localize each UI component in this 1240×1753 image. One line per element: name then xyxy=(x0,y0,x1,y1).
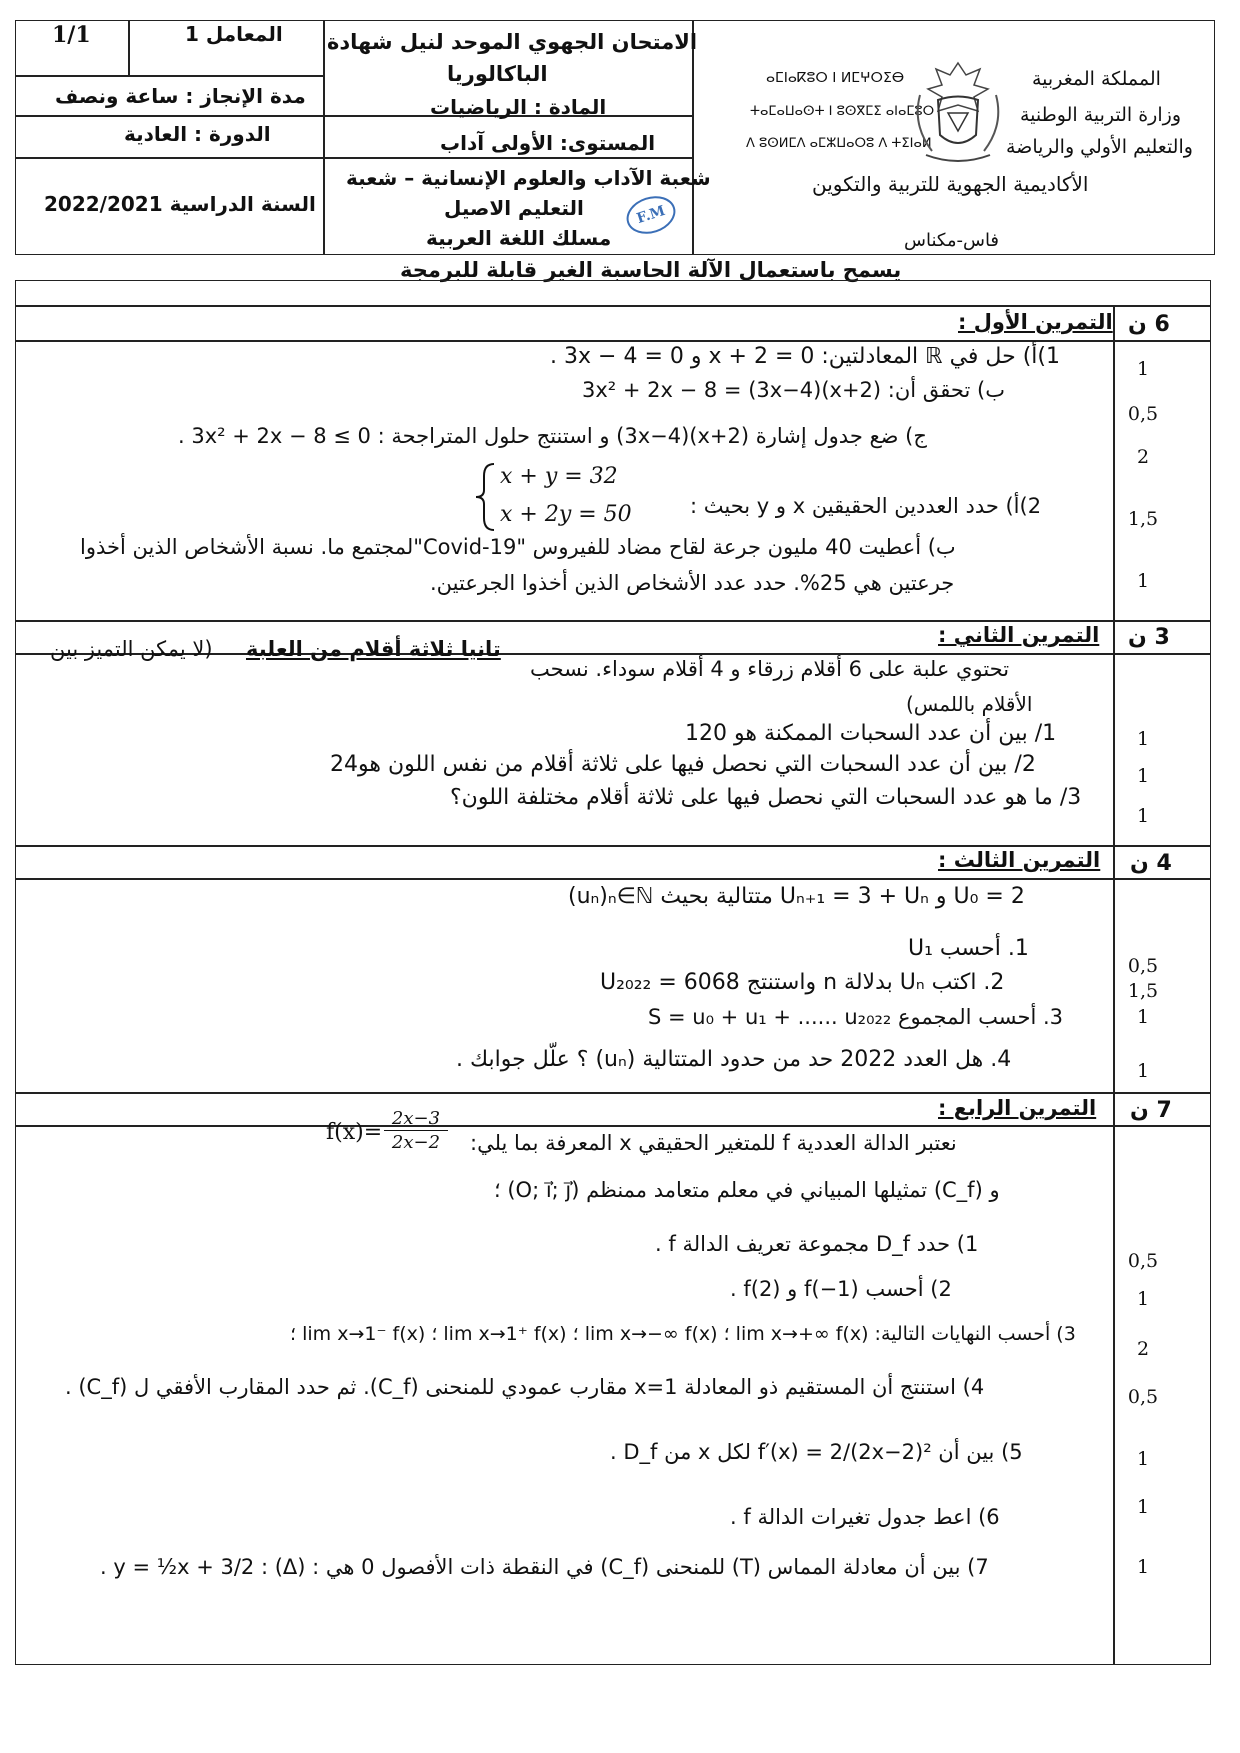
ex1-q1b: ب) تحقق أن: (x+2)(3x−4) = 3x² + 2x − 8 xyxy=(582,378,1005,402)
ex1-q1c: ج) ضع جدول إشارة (x+2)(3x−4) و استنتج حلول المتراجحة : 3x² + 2x − 8 ≤ 0 . xyxy=(178,424,927,448)
ex1-q1a: 1)أ) حل في ℝ المعادلتين: 0 = 2 + x و 0 = 4 − 3x . xyxy=(550,344,1060,369)
ex3-title: التمرين الثالث : xyxy=(938,848,1101,872)
ex1-q2b-line1: ب) أعطيت 40 مليون جرعة لقاح مضاد للفيروس "Covid-19"لمجتمع ما. نسبة الأشخاص الذين أخذوا xyxy=(80,535,956,559)
ex3-q3-points: 1 xyxy=(1136,1006,1150,1028)
school-year: السنة الدراسية 2022/2021 xyxy=(44,192,316,216)
ex2-intro-post: (لا يمكن التميز بين xyxy=(50,637,213,661)
ex4-q1-points: 0,5 xyxy=(1127,1250,1159,1272)
ex4-q3-points: 2 xyxy=(1136,1338,1150,1360)
ex4-intro-line2: و (C_f) تمثيلها المبياني في معلم متعامد ممنظم (O; i⃗; j⃗) ؛ xyxy=(494,1178,1000,1202)
tifinagh-line3: ⴷ ⵓⵙⵍⵎⴷ ⴰⵎⵣⵡⴰⵔⵓ ⴷ ⵜⵉⵏⴰⵍ xyxy=(746,136,932,151)
exam-subject: المادة : الرياضيات xyxy=(430,95,607,119)
divider xyxy=(15,878,1211,880)
ex3-q2: 2. اكتب Uₙ بدلالة n واستنتج U₂₀₂₂ = 6068 xyxy=(600,970,1005,995)
divider xyxy=(323,20,325,255)
academy-name: الأكاديمية الجهوية للتربية والتكوين xyxy=(812,172,1089,196)
divider xyxy=(15,305,1211,307)
fraction-numerator: 2x−3 xyxy=(384,1108,448,1131)
ex3-q4: 4. هل العدد 2022 حد من حدود المتتالية (uₙ) ؟ علّل جوابك . xyxy=(456,1047,1012,1072)
divider xyxy=(1113,305,1115,340)
ex1-q1c-points: 2 xyxy=(1136,446,1150,468)
ex1-title: التمرين الأول : xyxy=(958,310,1113,334)
branch-line1: شعبة الآداب والعلوم الإنسانية – شعبة xyxy=(346,166,711,190)
ex3-q3: 3. أحسب المجموع S = u₀ + u₁ + ...... u₂₀₂₂ xyxy=(648,1005,1064,1029)
ex2-intro-pre: تحتوي علبة على 6 أقلام زرقاء و 4 أقلام سوداء. نسحب xyxy=(530,657,1010,681)
ex4-q7: 7) بين أن معادلة المماس (T) للمنحنى (C_f) في النقطة ذات الأفصول 0 هي : (Δ) : y = ½x + 3/2 . xyxy=(100,1555,989,1579)
ministry-line2: والتعليم الأولي والرياضة xyxy=(1006,136,1193,158)
branch-line2: التعليم الاصيل xyxy=(444,196,584,220)
ex3-points: 4 ن xyxy=(1130,851,1172,876)
ex2-intro-line2: الأقلام باللمس) xyxy=(906,692,1033,716)
ex4-q4: 4) استنتج أن المستقيم ذو المعادلة x=1 مقارب عمودي للمنحنى (C_f). ثم حدد المقارب الأفقي ل (C_f) . xyxy=(65,1375,985,1399)
coat-of-arms-icon xyxy=(908,55,1008,170)
divider xyxy=(128,20,130,75)
divider xyxy=(15,340,1211,342)
ex2-title: التمرين الثاني : xyxy=(938,623,1100,647)
divider xyxy=(15,845,1211,847)
ex4-q6: 6) اعط جدول تغيرات الدالة f . xyxy=(730,1505,1000,1529)
ex2-intro-bold: تانيا ثلاثة أقلام من العلبة xyxy=(246,637,501,661)
tifinagh-line1: ⴰⵎⵏⴰⴽⵓⵔ ⵏ ⵍⵎⵖⵔⵉⴱ xyxy=(766,70,905,86)
ex4-q3: 3) أحسب النهايات التالية: lim x→+∞ f(x) ؛ lim x→−∞ f(x) ؛ lim x→1⁺ f(x) ؛ lim x→1⁻ f(x) ؛ xyxy=(290,1323,1076,1345)
ex4-q5-points: 1 xyxy=(1136,1448,1150,1470)
ex1-q2a-points: 1,5 xyxy=(1127,508,1159,530)
ex1-q1a-points: 1 xyxy=(1136,358,1150,380)
ex4-q5: 5) بين أن f′(x) = 2/(2x−2)² لكل x من D_f . xyxy=(610,1440,1023,1464)
divider xyxy=(15,1092,1211,1094)
region-name: فاس-مكناس xyxy=(904,230,1000,251)
function-fraction xyxy=(384,1108,448,1155)
system-eq1: x + y = 32 xyxy=(500,464,618,489)
exam-session: الدورة : العادية xyxy=(124,122,271,146)
ex2-points: 3 ن xyxy=(1128,625,1170,650)
exam-duration: مدة الإنجاز : ساعة ونصف xyxy=(55,84,306,108)
kingdom-name: المملكة المغربية xyxy=(1032,68,1161,90)
exam-title-line1: الامتحان الجهوي الموحد لنيل شهادة xyxy=(327,30,698,54)
ex4-q2-points: 1 xyxy=(1136,1288,1150,1310)
ex4-q2: 2) أحسب f(−1) و f(2) . xyxy=(730,1277,952,1301)
ex2-q1: 1/ بين أن عدد السحبات الممكنة هو 120 xyxy=(685,721,1057,746)
exam-level: المستوى: الأولى آداب xyxy=(440,131,656,155)
fm-stamp: F.M xyxy=(622,190,681,240)
ex3-q1: 1. أحسب U₁ xyxy=(908,936,1029,961)
ex1-q2b-line2: جرعتين هي 25%. حدد عدد الأشخاص الذين أخذوا الجرعتين. xyxy=(430,571,955,595)
ex3-intro: (uₙ)ₙ∈ℕ متتالية بحيث Uₙ₊₁ = 3 + Uₙ و U₀ = 2 xyxy=(568,884,1025,909)
ex3-q1-points: 0,5 xyxy=(1127,955,1159,977)
exam-title-line2: الباكالوريا xyxy=(447,62,548,86)
ex1-q1b-points: 0,5 xyxy=(1127,403,1159,425)
ex3-q2-points: 1,5 xyxy=(1127,980,1159,1002)
ex4-points: 7 ن xyxy=(1130,1098,1172,1123)
calculator-note: يسمح باستعمال الآلة الحاسبة الغير قابلة للبرمجة xyxy=(400,258,902,282)
divider xyxy=(15,157,692,159)
ex1-points: 6 ن xyxy=(1128,312,1170,337)
ex1-q2a: 2)أ) حدد العددين الحقيقين x و y بحيث : xyxy=(690,494,1042,518)
ex2-q3-points: 1 xyxy=(1136,805,1150,827)
branch-line3: مسلك اللغة العربية xyxy=(426,226,612,250)
ministry-line1: وزارة التربية الوطنية xyxy=(1020,104,1181,126)
ex2-q1-points: 1 xyxy=(1136,728,1150,750)
divider xyxy=(15,115,323,117)
ex1-q2b-points: 1 xyxy=(1136,570,1150,592)
ex2-q2-points: 1 xyxy=(1136,765,1150,787)
system-brace-icon xyxy=(474,462,498,532)
divider xyxy=(692,20,694,255)
divider xyxy=(15,1125,1211,1127)
ex4-q6-points: 1 xyxy=(1136,1496,1150,1518)
ex4-intro: نعتبر الدالة العددية f للمتغير الحقيقي x المعرفة بما يلي: xyxy=(470,1131,957,1155)
fraction-denominator: 2x−2 xyxy=(391,1132,441,1153)
tifinagh-line2: ⵜⴰⵎⴰⵡⴰⵙⵜ ⵏ ⵓⵙⴳⵎⵉ ⴰⵏⴰⵎⵓⵔ xyxy=(750,104,935,119)
divider xyxy=(15,620,1211,622)
ex4-q4-points: 0,5 xyxy=(1127,1386,1159,1408)
divider xyxy=(15,75,323,77)
page-number: 1/1 xyxy=(52,22,91,48)
coefficient: المعامل 1 xyxy=(185,22,283,46)
ex4-q7-points: 1 xyxy=(1136,1556,1150,1578)
ex3-q4-points: 1 xyxy=(1136,1060,1150,1082)
system-eq2: x + 2y = 50 xyxy=(500,502,632,527)
function-lhs: f(x)= xyxy=(326,1120,383,1145)
ex4-q1: 1) حدد D_f مجموعة تعريف الدالة f . xyxy=(655,1232,979,1256)
ex4-title: التمرين الرابع : xyxy=(938,1096,1097,1120)
ex2-q2: 2/ بين أن عدد السحبات التي نحصل فيها على ثلاثة أقلام من نفس اللون هو24 xyxy=(330,752,1036,777)
ex2-q3: 3/ ما هو عدد السحبات التي نحصل فيها على ثلاثة أقلام مختلفة اللون؟ xyxy=(450,785,1082,810)
